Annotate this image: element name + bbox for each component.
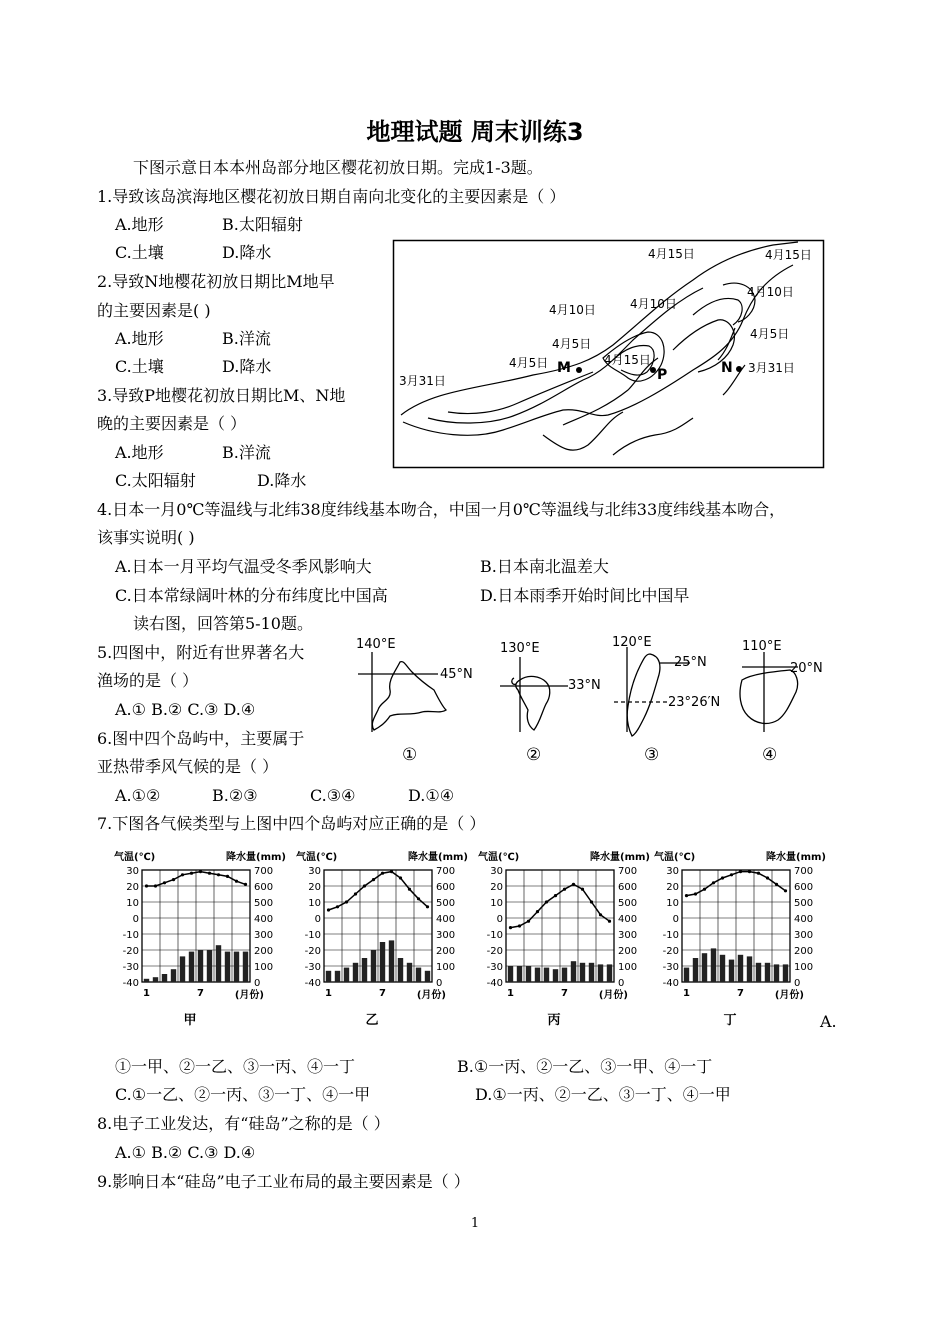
temp-point [199, 870, 202, 873]
precip-tick-label: 700 [254, 866, 274, 877]
temp-axis-label: 气温(℃) [478, 852, 520, 863]
q5-options: A.① B.② C.③ D.④ [115, 700, 256, 719]
precip-tick-label: 500 [254, 898, 274, 909]
island-label: 140°E [356, 637, 396, 652]
q6-option-a: A.①② [115, 786, 161, 805]
q4-option-c: C.日本常绿阔叶林的分布纬度比中国高 [115, 586, 388, 605]
temp-point [784, 889, 787, 892]
month-tick-label: 1 [325, 988, 332, 999]
island-label: 110°E [742, 639, 782, 654]
map-point-m: M [557, 360, 571, 376]
q7-stem: 7.下图各气候类型与上图中四个岛屿对应正确的是（ ） [97, 814, 486, 833]
map-point-p: P [657, 367, 668, 383]
q7-option-a-letter: A. [820, 1012, 837, 1031]
temp-point [354, 892, 357, 895]
temp-tick-label: 20 [490, 882, 503, 893]
temp-point [327, 908, 330, 911]
honshu-map [393, 240, 824, 468]
precip-bar [765, 963, 770, 982]
temp-tick-label: 30 [126, 866, 139, 877]
map-date-label: 4月5日 [509, 356, 549, 370]
climate-charts [112, 846, 826, 1032]
temp-tick-label: -10 [122, 930, 139, 941]
temp-tick-label: -30 [662, 962, 679, 973]
precip-bar [216, 945, 221, 982]
q7-option-b: B.①一丙、②一乙、③一甲、④一丁 [457, 1057, 713, 1076]
temp-point [721, 876, 724, 879]
precip-bar [371, 950, 376, 982]
temp-tick-label: 30 [308, 866, 321, 877]
precip-bar [756, 963, 761, 982]
temp-point [694, 892, 697, 895]
precip-bar [425, 971, 430, 982]
q4-option-d: D.日本雨季开始时间比中国早 [480, 586, 690, 605]
island-number-1: ① [402, 745, 418, 765]
temp-tick-label: 0 [672, 914, 679, 925]
map-date-label: 3月31日 [399, 374, 446, 388]
chart-name: 丁 [723, 1013, 737, 1028]
q2-option-c: C.土壤 [115, 357, 164, 376]
month-tick-label: 1 [143, 988, 150, 999]
intro-text-1: 下图示意日本本州岛部分地区樱花初放日期。完成1-3题。 [133, 158, 543, 177]
precip-tick-label: 0 [794, 978, 801, 989]
temp-tick-label: -30 [486, 962, 503, 973]
temp-point [226, 875, 229, 878]
precip-axis-label: 降水量(mm) [226, 852, 286, 863]
temp-tick-label: -10 [304, 930, 321, 941]
temp-point [244, 883, 247, 886]
precip-bar [738, 955, 743, 982]
precip-bar [398, 958, 403, 982]
precip-bar [535, 968, 540, 982]
precip-tick-label: 400 [436, 914, 456, 925]
island-label: 25°N [674, 655, 707, 670]
precip-bar [225, 952, 230, 982]
q7-option-d: D.①一丙、②一乙、③一丁、④一甲 [475, 1085, 731, 1104]
temp-tick-label: -30 [304, 962, 321, 973]
month-tick-label: 1 [683, 988, 690, 999]
month-tick-label: 7 [197, 988, 204, 999]
precip-bar [407, 963, 412, 982]
q2-stem-2: 的主要因素是( ) [97, 301, 211, 320]
temp-tick-label: -40 [122, 978, 139, 989]
temp-point [208, 872, 211, 875]
temp-point [235, 880, 238, 883]
precip-tick-label: 300 [618, 930, 638, 941]
precip-bar [747, 956, 752, 982]
q4-stem-2: 该事实说明( ) [97, 528, 195, 547]
precip-bar [189, 952, 194, 982]
precip-bar [544, 968, 549, 982]
temp-tick-label: 30 [666, 866, 679, 877]
map-date-label: 4月10日 [630, 297, 677, 311]
q1-option-d: D.降水 [222, 243, 272, 262]
temp-tick-label: -20 [486, 946, 503, 957]
temp-tick-label: -10 [486, 930, 503, 941]
temp-tick-label: -30 [122, 962, 139, 973]
temp-point [590, 900, 593, 903]
temp-tick-label: -20 [662, 946, 679, 957]
precip-tick-label: 0 [436, 978, 443, 989]
temp-tick-label: 30 [490, 866, 503, 877]
temp-point [536, 910, 539, 913]
precip-tick-label: 400 [254, 914, 274, 925]
precip-bar [783, 964, 788, 982]
q7-option-c: C.①一乙、②一丙、③一丁、④一甲 [115, 1085, 371, 1104]
precip-bar [729, 960, 734, 982]
precip-tick-label: 200 [436, 946, 456, 957]
map-date-label: 4月5日 [552, 337, 592, 351]
q6-stem-2: 亚热带季风气候的是（ ） [97, 757, 279, 776]
precip-tick-label: 400 [618, 914, 638, 925]
precip-bar [344, 968, 349, 982]
temp-point [390, 870, 393, 873]
q3-stem-1: 3.导致P地樱花初放日期比M、N地 [97, 386, 346, 405]
island-label: 130°E [500, 641, 540, 656]
temp-point [545, 900, 548, 903]
temp-point [712, 881, 715, 884]
precip-tick-label: 300 [254, 930, 274, 941]
temp-point [345, 900, 348, 903]
map-date-label: 4月15日 [604, 353, 651, 367]
precip-bar [580, 963, 585, 982]
temp-point [730, 873, 733, 876]
temp-point [372, 878, 375, 881]
month-axis-label: (月份) [416, 990, 446, 1001]
q3-stem-2: 晚的主要因素是（ ） [97, 414, 247, 433]
precip-bar [353, 963, 358, 982]
island-label: 45°N [440, 667, 473, 682]
islands-figure [350, 632, 830, 772]
precip-tick-label: 700 [794, 866, 814, 877]
precip-tick-label: 600 [618, 882, 638, 893]
intro-text-2: 读右图，回答第5-10题。 [133, 614, 313, 633]
temp-tick-label: 10 [666, 898, 679, 909]
temp-point [599, 913, 602, 916]
precip-tick-label: 600 [436, 882, 456, 893]
temp-point [748, 870, 751, 873]
q2-option-d: D.降水 [222, 357, 272, 376]
temp-point [154, 884, 157, 887]
q1-option-a: A.地形 [115, 215, 164, 234]
precip-bar [380, 942, 385, 982]
precip-tick-label: 200 [254, 946, 274, 957]
temp-tick-label: 0 [132, 914, 139, 925]
precip-bar [607, 964, 612, 982]
temp-point [527, 920, 530, 923]
temp-point [363, 884, 366, 887]
precip-bar [589, 963, 594, 982]
precip-bar [702, 953, 707, 982]
q8-options: A.① B.② C.③ D.④ [115, 1143, 256, 1162]
temp-point [739, 870, 742, 873]
q3-option-c: C.太阳辐射 [115, 471, 196, 490]
month-tick-label: 1 [507, 988, 514, 999]
precip-tick-label: 100 [618, 962, 638, 973]
temp-point [145, 884, 148, 887]
island-label: 20°N [790, 661, 823, 676]
precip-bar [153, 977, 158, 982]
q2-option-b: B.洋流 [222, 329, 271, 348]
q3-option-a: A.地形 [115, 443, 164, 462]
temp-point [381, 872, 384, 875]
precip-bar [508, 966, 513, 982]
temp-tick-label: 10 [308, 898, 321, 909]
temp-point [417, 897, 420, 900]
temp-axis-label: 气温(℃) [114, 852, 156, 863]
temp-point [554, 894, 557, 897]
page-title: 地理试题 周末训练3 [366, 118, 584, 146]
temp-tick-label: -40 [486, 978, 503, 989]
precip-axis-label: 降水量(mm) [590, 852, 650, 863]
q9-stem: 9.影响日本“硅岛”电子工业布局的最主要因素是（ ） [97, 1172, 470, 1191]
precip-tick-label: 200 [618, 946, 638, 957]
temp-point [217, 873, 220, 876]
q1-option-c: C.土壤 [115, 243, 164, 262]
temp-tick-label: 10 [126, 898, 139, 909]
precip-tick-label: 300 [436, 930, 456, 941]
precip-tick-label: 600 [254, 882, 274, 893]
precip-tick-label: 500 [794, 898, 814, 909]
precip-bar [598, 964, 603, 982]
temp-point [181, 873, 184, 876]
q8-stem: 8.电子工业发达，有“硅岛”之称的是（ ） [97, 1114, 390, 1133]
map-date-label: 4月15日 [648, 247, 695, 261]
precip-tick-label: 100 [254, 962, 274, 973]
q4-option-a: A.日本一月平均气温受冬季风影响大 [115, 557, 372, 576]
q7-option-a: ①一甲、②一乙、③一丙、④一丁 [115, 1057, 356, 1076]
precip-bar [684, 968, 689, 982]
temp-tick-label: 20 [666, 882, 679, 893]
temp-point [581, 888, 584, 891]
precip-tick-label: 700 [618, 866, 638, 877]
temp-tick-label: 20 [308, 882, 321, 893]
temp-point [563, 888, 566, 891]
precip-tick-label: 100 [794, 962, 814, 973]
temp-point [518, 924, 521, 927]
precip-bar [693, 958, 698, 982]
precip-tick-label: 200 [794, 946, 814, 957]
temp-axis-label: 气温(℃) [296, 852, 338, 863]
precip-tick-label: 300 [794, 930, 814, 941]
temp-point [685, 894, 688, 897]
precip-bar [720, 955, 725, 982]
temp-point [190, 872, 193, 875]
precip-bar [517, 966, 522, 982]
precip-tick-label: 0 [618, 978, 625, 989]
precip-bar [234, 952, 239, 982]
map-date-label: 3月31日 [748, 361, 795, 375]
temp-tick-label: 0 [496, 914, 503, 925]
month-tick-label: 7 [737, 988, 744, 999]
temp-point [408, 888, 411, 891]
precip-tick-label: 400 [794, 914, 814, 925]
precip-axis-label: 降水量(mm) [408, 852, 468, 863]
precip-bar [335, 971, 340, 982]
q6-option-c: C.③④ [310, 786, 356, 805]
precip-tick-label: 0 [254, 978, 261, 989]
precip-bar [198, 950, 203, 982]
temp-point [608, 920, 611, 923]
precip-tick-label: 600 [794, 882, 814, 893]
precip-bar [711, 948, 716, 982]
precip-bar [562, 968, 567, 982]
precip-tick-label: 500 [618, 898, 638, 909]
precip-bar [389, 940, 394, 982]
temp-tick-label: 0 [314, 914, 321, 925]
temp-axis-label: 气温(℃) [654, 852, 696, 863]
q1-option-b: B.太阳辐射 [222, 215, 303, 234]
precip-axis-label: 降水量(mm) [766, 852, 826, 863]
month-tick-label: 7 [379, 988, 386, 999]
chart-name: 丙 [547, 1013, 561, 1028]
temp-point [426, 905, 429, 908]
q1-stem: 1.导致该岛滨海地区樱花初放日期自南向北变化的主要因素是（ ） [97, 187, 566, 206]
temp-point [163, 881, 166, 884]
precip-bar [144, 979, 149, 982]
q6-option-b: B.②③ [212, 786, 258, 805]
temp-tick-label: -40 [304, 978, 321, 989]
q3-option-b: B.洋流 [222, 443, 271, 462]
precip-bar [553, 969, 558, 982]
precip-bar [416, 968, 421, 982]
precip-bar [180, 956, 185, 982]
temp-point [766, 876, 769, 879]
precip-bar [774, 964, 779, 982]
month-axis-label: (月份) [234, 990, 264, 1001]
chart-name: 甲 [183, 1013, 197, 1028]
temp-tick-label: 10 [490, 898, 503, 909]
precip-tick-label: 500 [436, 898, 456, 909]
map-date-label: 4月5日 [750, 327, 790, 341]
temp-point [509, 926, 512, 929]
temp-point [336, 905, 339, 908]
temp-point [572, 883, 575, 886]
temp-point [172, 878, 175, 881]
precip-bar [326, 971, 331, 982]
island-label: 23°26′N [668, 695, 721, 710]
month-axis-label: (月份) [774, 990, 804, 1001]
precip-bar [243, 952, 248, 982]
precip-bar [207, 950, 212, 982]
temp-point [757, 872, 760, 875]
page-number: 1 [470, 1216, 480, 1231]
temp-point [703, 888, 706, 891]
island-label: 33°N [568, 678, 601, 693]
q3-option-d: D.降水 [257, 471, 307, 490]
map-date-label: 4月15日 [765, 248, 812, 262]
temp-point [775, 883, 778, 886]
precip-tick-label: 700 [436, 866, 456, 877]
temp-tick-label: -40 [662, 978, 679, 989]
q6-stem-1: 6.图中四个岛屿中，主要属于 [97, 729, 305, 748]
precip-tick-label: 100 [436, 962, 456, 973]
precip-bar [171, 969, 176, 982]
q4-stem-1: 4.日本一月0℃等温线与北纬38度纬线基本吻合，中国一月0℃等温线与北纬33度纬线基本吻合， [97, 500, 786, 519]
map-date-label: 4月10日 [747, 285, 794, 299]
month-axis-label: (月份) [598, 990, 628, 1001]
precip-bar [362, 958, 367, 982]
precip-bar [162, 974, 167, 982]
q2-stem-1: 2.导致N地樱花初放日期比M地早 [97, 272, 335, 291]
precip-bar [571, 961, 576, 982]
q2-option-a: A.地形 [115, 329, 164, 348]
q5-stem-1: 5.四图中，附近有世界著名大 [97, 643, 305, 662]
temp-tick-label: -10 [662, 930, 679, 941]
month-tick-label: 7 [561, 988, 568, 999]
island-number-3: ③ [644, 745, 660, 765]
q4-option-b: B.日本南北温差大 [480, 557, 609, 576]
temp-point [399, 876, 402, 879]
chart-name: 乙 [365, 1013, 379, 1028]
temp-tick-label: -20 [122, 946, 139, 957]
map-point-n: N [721, 360, 733, 376]
map-date-label: 4月10日 [549, 303, 596, 317]
temp-tick-label: -20 [304, 946, 321, 957]
island-number-2: ② [526, 745, 542, 765]
precip-bar [526, 966, 531, 982]
q6-option-d: D.①④ [408, 786, 455, 805]
temp-tick-label: 20 [126, 882, 139, 893]
island-label: 120°E [612, 635, 652, 650]
island-number-4: ④ [762, 745, 778, 765]
q5-stem-2: 渔场的是（ ） [97, 671, 199, 690]
